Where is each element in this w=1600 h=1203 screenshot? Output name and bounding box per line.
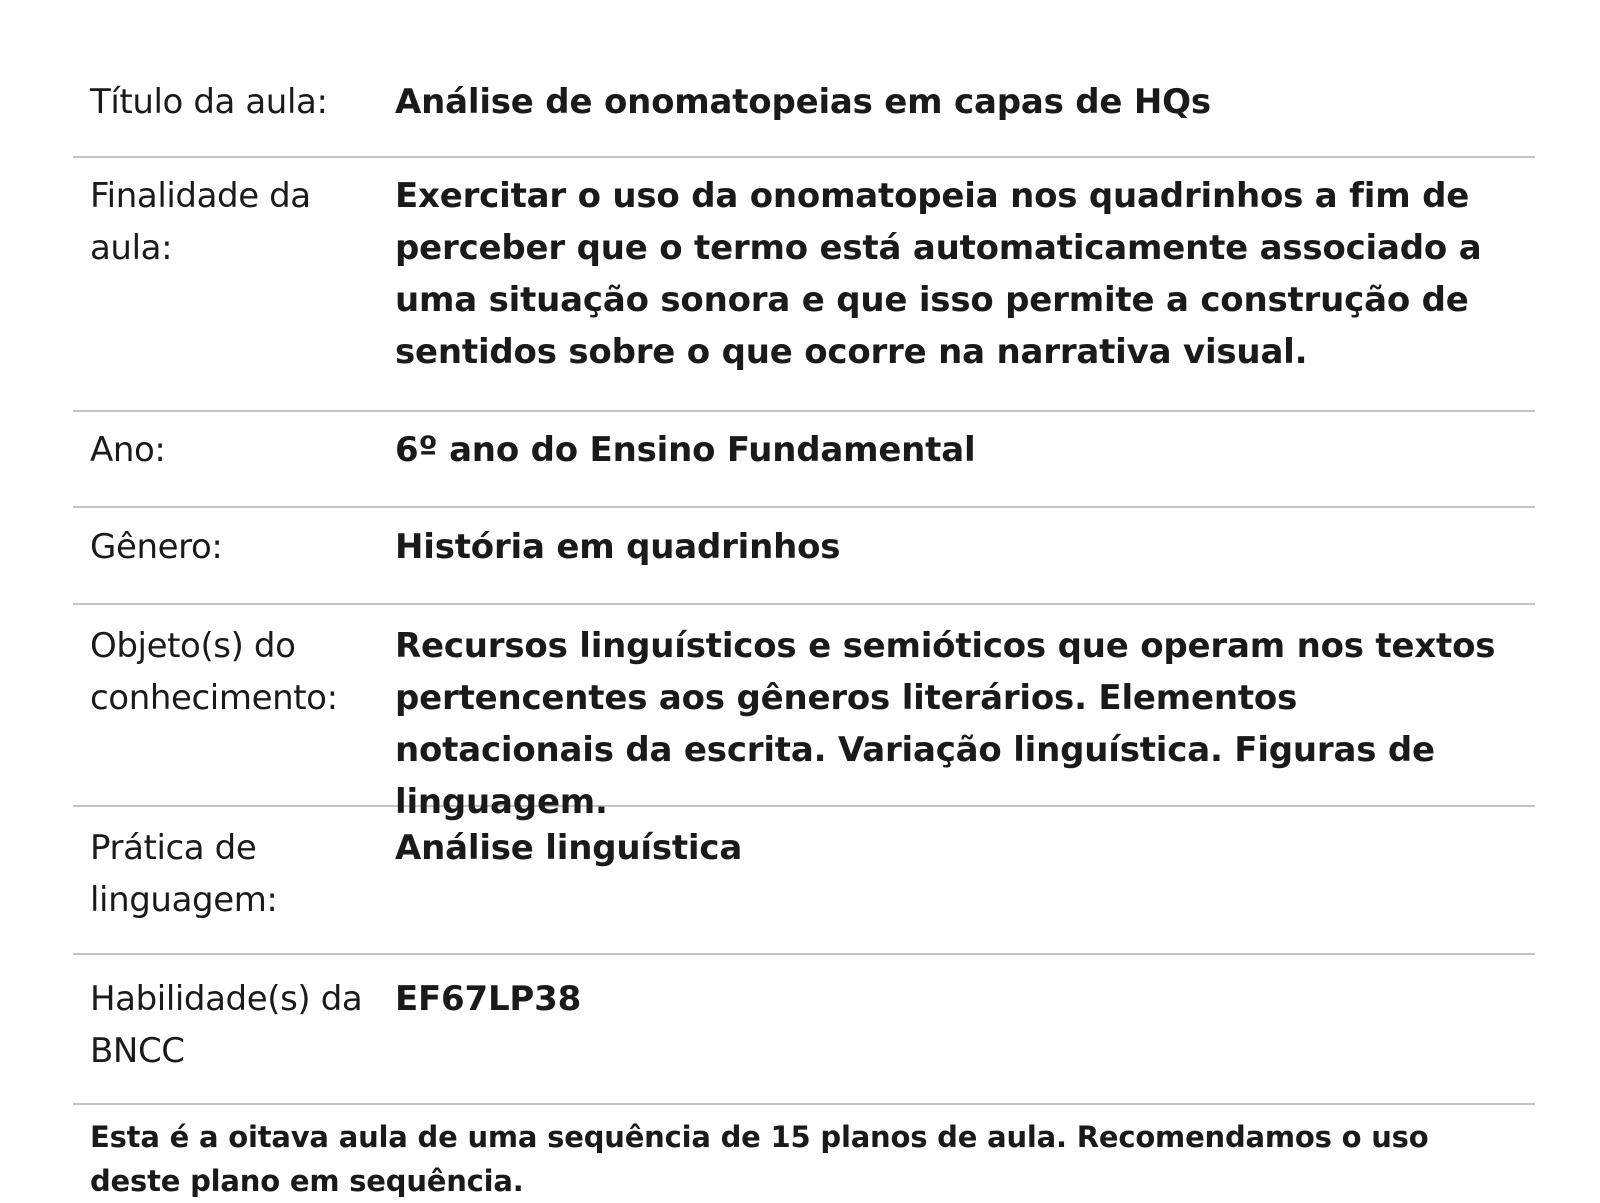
lesson-info-table [73, 64, 1535, 1105]
row-value: Recursos linguísticos e semióticos que operam nos textos pertencentes aos gêneros literários. Elementos notacionais da escrita. Variação linguística. Figuras de linguagem. [395, 626, 1496, 822]
row-value: História em quadrinhos [395, 527, 841, 567]
row-label: Habilidade(s) da BNCC [90, 979, 363, 1071]
row-knowledge-objects [73, 605, 1535, 822]
row-value: Análise de onomatopeias em capas de HQs [395, 82, 1211, 122]
row-label: Prática de linguagem: [90, 828, 278, 920]
row-genre [73, 508, 1535, 605]
row-label: Gênero: [90, 527, 223, 567]
sequence-note: Esta é a oitava aula de uma sequência de 15 planos de aula. Recomendamos o uso deste plano em sequência. [90, 1120, 1429, 1198]
row-label: Título da aula: [90, 82, 328, 122]
row-label: Objeto(s) do conhecimento: [90, 626, 338, 718]
row-language-practice [73, 807, 1535, 955]
row-value: Exercitar o uso da onomatopeia nos quadrinhos a fim de perceber que o termo está automaticamente associado a uma situação sonora e que isso permite a construção de sentidos sobre o que ocorre na narrativa visual. [395, 176, 1482, 372]
row-label: Finalidade da aula: [90, 176, 311, 268]
row-value: Análise linguística [395, 828, 743, 868]
row-lesson-title [73, 64, 1535, 158]
row-label: Ano: [90, 430, 166, 470]
row-year [73, 412, 1535, 508]
row-value: 6º ano do Ensino Fundamental [395, 430, 976, 470]
row-lesson-purpose [73, 158, 1535, 412]
row-bncc-skills [73, 955, 1535, 1105]
row-value: EF67LP38 [395, 979, 582, 1019]
